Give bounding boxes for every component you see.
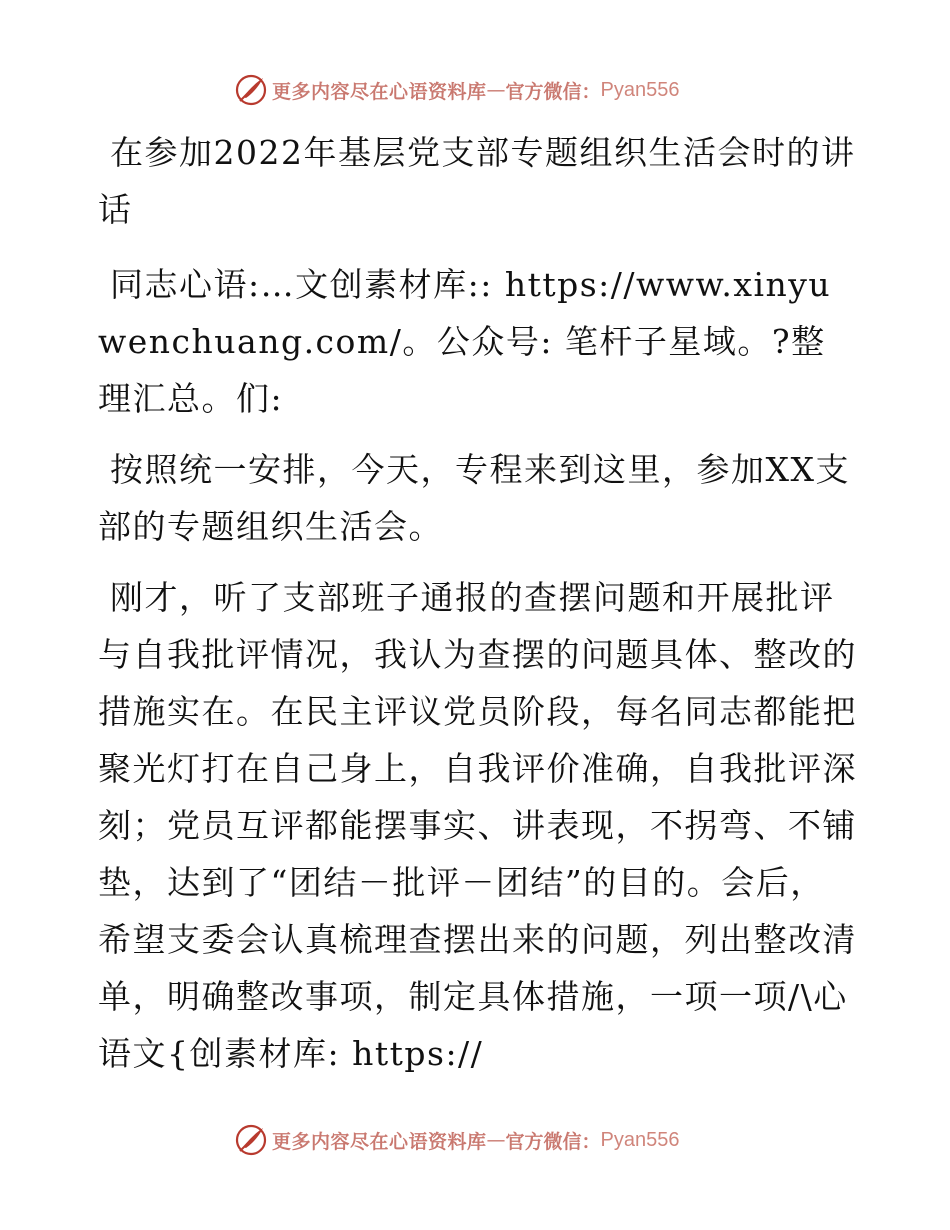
footer-banner bbox=[234, 1122, 714, 1158]
banner-wechat-handle: Pyan556 bbox=[600, 1128, 680, 1151]
banner-brand-text: 更多内容尽在心语资料库 bbox=[272, 80, 487, 103]
paragraph-1: 同志心语:…文创素材库:: https://www.xinyuwenchuang.com/。公众号: 笔杆子星域。?整理汇总。们: bbox=[98, 265, 832, 418]
banner-wechat-label: 官方微信： bbox=[505, 80, 601, 103]
paragraph-2: 按照统一安排，今天，专程来到这里，参加XX支部的专题组织生活会。 bbox=[98, 450, 850, 546]
banner-wechat-label: 官方微信： bbox=[505, 1130, 601, 1153]
banner-brand-text: 更多内容尽在心语资料库 bbox=[272, 1130, 487, 1153]
banner-dash: — bbox=[486, 1129, 506, 1151]
banner-wechat-handle: Pyan556 bbox=[600, 78, 680, 101]
document-title: 在参加2022年基层党支部专题组织生活会时的讲话 bbox=[98, 133, 856, 229]
quill-logo-icon bbox=[234, 1123, 268, 1157]
quill-logo-icon bbox=[234, 73, 268, 107]
paragraph-3: 刚才，听了支部班子通报的查摆问题和开展批评与自我批评情况，我认为查摆的问题具体、整改的措施实在。在民主评议党员阶段，每名同志都能把聚光灯打在自己身上，自我评价准确，自我批评深刻；党员互评都能摆事实、讲表现，不拐弯、不铺垫，达到了“团结－批评－团结”的目的。会后，希望支委会认真梳理查摆出来的问题，列出整改清单，明确整改事项，制定具体措施，一项一项/\心语文{创素材库: https:// bbox=[98, 578, 857, 1073]
document-body bbox=[98, 124, 858, 1096]
header-banner bbox=[234, 72, 714, 108]
banner-dash: — bbox=[486, 79, 506, 101]
